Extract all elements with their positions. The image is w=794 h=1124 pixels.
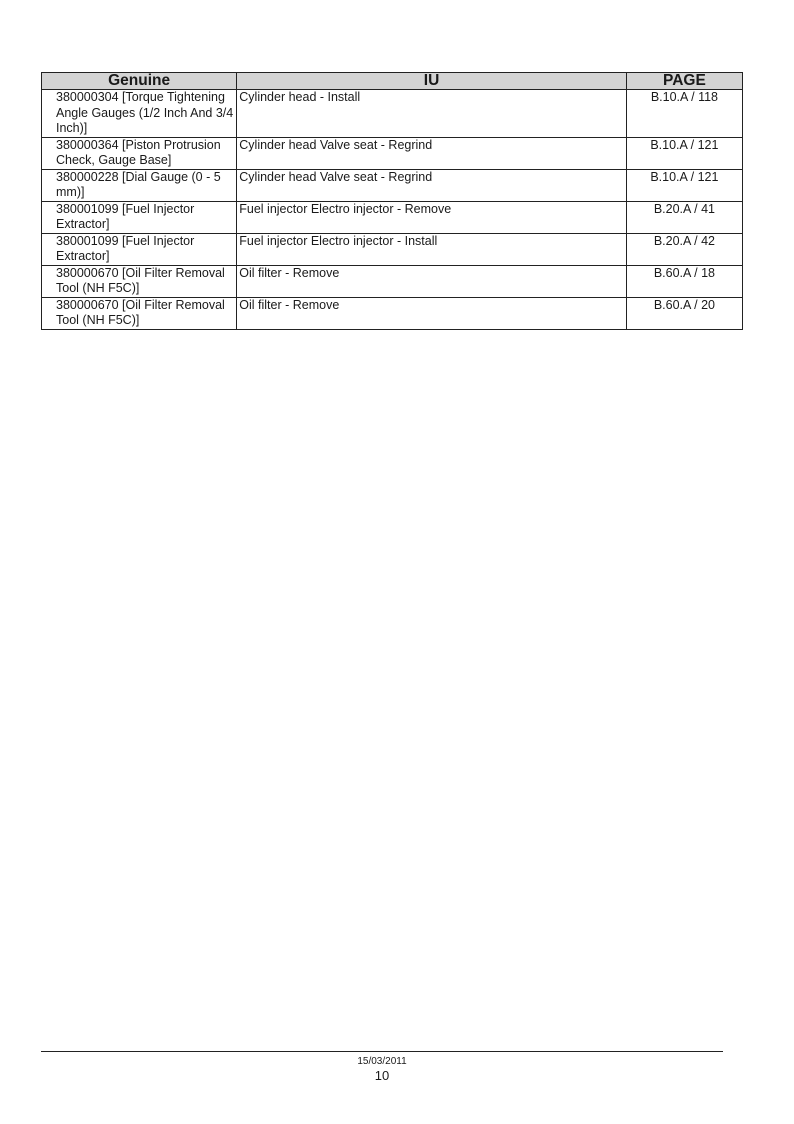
genuine-cell: 380000670 [Oil Filter Removal Tool (NH F5C)]	[42, 297, 237, 329]
genuine-cell: 380000670 [Oil Filter Removal Tool (NH F5C)]	[42, 265, 237, 297]
iu-cell: Fuel injector Electro injector - Remove	[237, 201, 627, 233]
table-row	[42, 233, 743, 265]
table-row	[42, 169, 743, 201]
special-tools-table	[41, 72, 743, 330]
genuine-cell: 380000304 [Torque Tightening Angle Gauges (1/2 Inch And 3/4 Inch)]	[42, 90, 237, 138]
genuine-cell: 380000228 [Dial Gauge (0 - 5 mm)]	[42, 169, 237, 201]
table-row	[42, 297, 743, 329]
iu-cell: Oil filter - Remove	[237, 297, 627, 329]
header-genuine: Genuine	[42, 73, 237, 90]
table-row	[42, 201, 743, 233]
iu-cell: Cylinder head Valve seat - Regrind	[237, 137, 627, 169]
table-header-row	[42, 73, 743, 90]
table-row	[42, 265, 743, 297]
page-cell: B.60.A / 18	[626, 265, 742, 297]
header-page: PAGE	[626, 73, 742, 90]
iu-cell: Fuel injector Electro injector - Install	[237, 233, 627, 265]
iu-cell: Cylinder head Valve seat - Regrind	[237, 169, 627, 201]
genuine-cell: 380001099 [Fuel Injector Extractor]	[42, 233, 237, 265]
footer-date: 15/03/2011	[357, 1056, 407, 1067]
iu-cell: Cylinder head - Install	[237, 90, 627, 138]
page-number: 10	[374, 1068, 390, 1083]
page-cell: B.10.A / 121	[626, 169, 742, 201]
iu-cell: Oil filter - Remove	[237, 265, 627, 297]
genuine-cell: 380000364 [Piston Protrusion Check, Gauge Base]	[42, 137, 237, 169]
header-iu: IU	[237, 73, 627, 90]
page-cell: B.10.A / 118	[626, 90, 742, 138]
table-row	[42, 90, 743, 138]
page-cell: B.20.A / 42	[626, 233, 742, 265]
footer-divider	[41, 1051, 723, 1052]
page-cell: B.60.A / 20	[626, 297, 742, 329]
genuine-cell: 380001099 [Fuel Injector Extractor]	[42, 201, 237, 233]
page-cell: B.10.A / 121	[626, 137, 742, 169]
table-row	[42, 137, 743, 169]
page-cell: B.20.A / 41	[626, 201, 742, 233]
